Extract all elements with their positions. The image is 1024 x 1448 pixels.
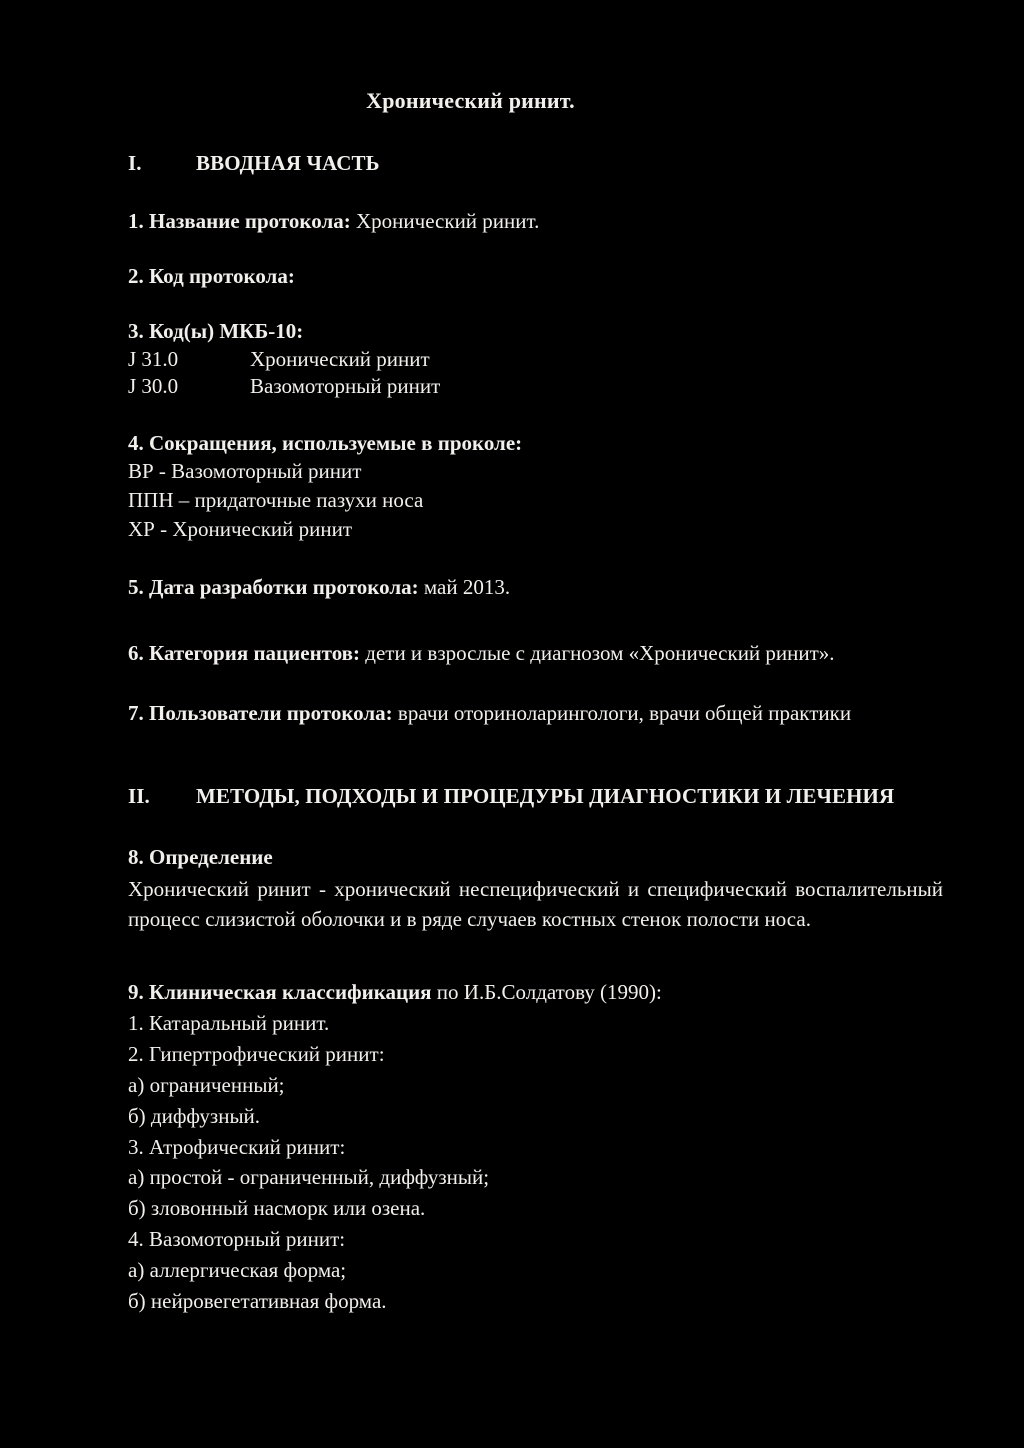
- icd-code-description: Вазомоторный ринит: [250, 373, 441, 398]
- section-heading-part-two: [128, 783, 943, 810]
- item-9-label-tail: по И.Б.Солдатову (1990):: [431, 979, 662, 1004]
- vertical-spacer: [128, 965, 943, 979]
- classification-item: б) нейровегетативная форма.: [128, 1288, 387, 1313]
- classification-item: 3. Атрофический ринит:: [128, 1134, 346, 1159]
- classification-item: а) аллергическая форма;: [128, 1258, 347, 1283]
- item-4-abbreviations-heading: [128, 430, 943, 457]
- icd-code-list: [128, 346, 943, 401]
- item-8-definition-body: Хронический ринит - хронический неспецифический и специфический воспалительный процесс слизистой оболочки и в ряде случаев костных стенок полости носа.: [128, 876, 943, 932]
- item-1-protocol-name: [128, 208, 943, 235]
- classification-item: 1. Катаральный ринит.: [128, 1011, 330, 1036]
- item-5-value: май 2013.: [418, 575, 511, 600]
- item-2-protocol-code: [128, 263, 943, 290]
- part-one-numeral: I.: [128, 151, 142, 176]
- classification-item: б) диффузный.: [128, 1103, 261, 1128]
- classification-item: 4. Вазомоторный ринит:: [128, 1227, 346, 1252]
- item-6-value: дети и взрослые с диагнозом «Хронический ринит».: [360, 640, 835, 665]
- item-9-classification-heading: [128, 979, 943, 1006]
- part-two-title: МЕТОДЫ, ПОДХОДЫ И ПРОЦЕДУРЫ ДИАГНОСТИКИ И ЛЕЧЕНИЯ: [196, 783, 895, 808]
- icd-code-description: Хронический ринит: [250, 346, 430, 371]
- classification-item: а) ограниченный;: [128, 1072, 285, 1097]
- part-two-numeral: II.: [128, 783, 150, 808]
- item-7-protocol-users: [128, 698, 943, 729]
- item-1-value: Хронический ринит.: [350, 208, 540, 233]
- classification-item: 2. Гипертрофический ринит:: [128, 1042, 385, 1067]
- item-7-value: врачи оториноларингологи, врачи общей практики: [392, 701, 852, 726]
- item-5-label: 5. Дата разработки протокола:: [128, 575, 419, 600]
- item-8-definition-label: 8. Определение: [128, 845, 273, 870]
- classification-list: [128, 1008, 943, 1317]
- item-2-label: 2. Код протокола:: [128, 263, 295, 288]
- part-one-title: ВВОДНАЯ ЧАСТЬ: [196, 151, 380, 176]
- icd-code: J 30.0: [128, 373, 179, 398]
- item-7-label: 7. Пользователи протокола:: [128, 701, 393, 726]
- abbreviation-item: ВР - Вазомоторный ринит: [128, 459, 362, 484]
- abbreviation-item: ППН – придаточные пазухи носа: [128, 488, 424, 513]
- vertical-spacer: [128, 759, 943, 783]
- classification-item: а) простой - ограниченный, диффузный;: [128, 1165, 490, 1190]
- item-6-label: 6. Категория пациентов:: [128, 640, 361, 665]
- icd-code-row: [128, 373, 943, 400]
- document-content: [128, 88, 943, 1317]
- icd-code: J 31.0: [128, 346, 179, 371]
- item-6-patient-category: [128, 638, 943, 669]
- item-3-icd-heading: [128, 318, 943, 345]
- item-4-label: 4. Сокращения, используемые в проколе:: [128, 431, 523, 456]
- item-9-label: 9. Клиническая классификация: [128, 979, 432, 1004]
- document-title: Хронический ринит.: [366, 88, 575, 113]
- classification-item: б) зловонный насморк или озена.: [128, 1196, 426, 1221]
- item-1-label: 1. Название протокола:: [128, 208, 351, 233]
- abbreviation-list: [128, 457, 943, 544]
- section-heading-part-one: [128, 150, 943, 177]
- item-3-label: 3. Код(ы) МКБ-10:: [128, 319, 304, 344]
- item-5-development-date: [128, 574, 943, 601]
- icd-code-row: [128, 346, 943, 373]
- abbreviation-item: ХР - Хронический ринит: [128, 517, 353, 542]
